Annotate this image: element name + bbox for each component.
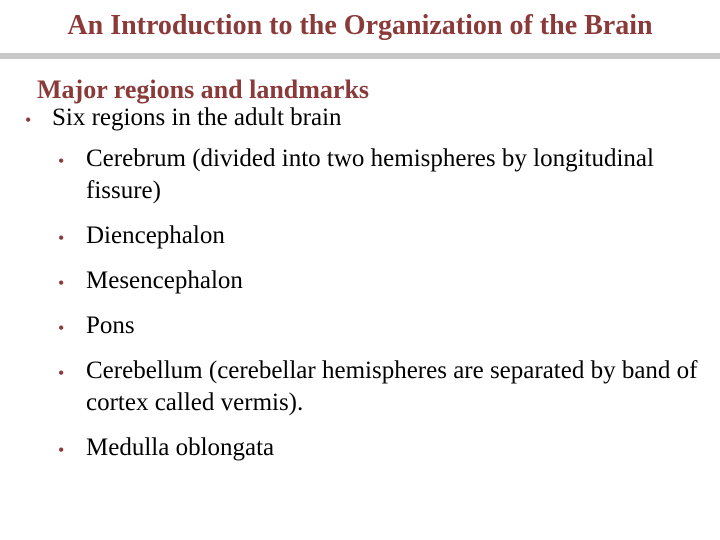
bullet-icon: •	[25, 110, 32, 130]
bullet-icon: •	[58, 318, 65, 338]
list-item	[58, 432, 708, 464]
bullet-icon: •	[58, 273, 65, 293]
list-item	[58, 265, 708, 297]
region-text: Diencephalon	[86, 222, 225, 249]
bullet-icon: •	[58, 228, 65, 248]
list-item	[58, 310, 708, 342]
bullet-icon: •	[58, 151, 65, 171]
title-divider	[0, 53, 720, 59]
main-bullet-point	[25, 102, 342, 134]
region-text: Medulla oblongata	[86, 434, 275, 461]
regions-list	[58, 143, 708, 477]
bullet-icon: •	[58, 440, 65, 460]
slide-subtitle: Major regions and landmarks	[37, 75, 370, 104]
region-text: Pons	[86, 312, 135, 339]
region-text: Cerebellum (cerebellar hemispheres are separated by band of cortex called vermis).	[86, 357, 698, 416]
list-item	[58, 220, 708, 252]
list-item	[58, 355, 708, 419]
bullet-icon: •	[58, 363, 65, 383]
region-text: Mesencephalon	[86, 267, 243, 294]
slide-title: An Introduction to the Organization of the Brain	[67, 10, 653, 41]
region-text: Cerebrum (divided into two hemispheres by longitudinal fissure)	[86, 145, 654, 204]
main-point-text: Six regions in the adult brain	[52, 104, 342, 131]
list-item	[58, 143, 708, 207]
